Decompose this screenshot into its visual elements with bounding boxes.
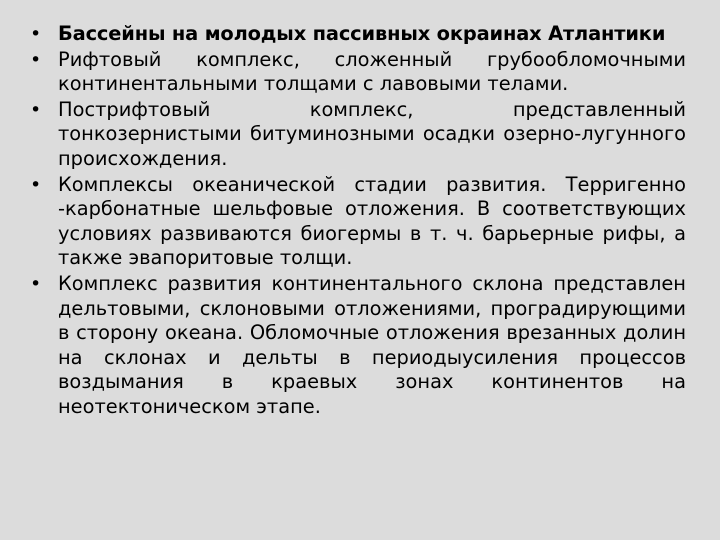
list-item-heading: Бассейны на молодых пассивных окраинах Атлантики: [58, 22, 666, 45]
bullet-icon: •: [30, 98, 42, 121]
list-item-text: Комплекс развития континентального склона представлен дельтовыми, склоновыми отложениями, проградирующими в сторону океана. Обломочные отложения врезанных долин на склонах и дельты в периодыусиления процессов воздымания в краевых зонах континентов на неотектоническом этапе.: [58, 271, 686, 418]
bullet-icon: •: [30, 272, 42, 295]
list-item-text: Пострифтовый комплекс, представленный тонкозернистыми битуминозными осадки озерно-лугунного происхождения.: [58, 97, 686, 170]
list-item: [28, 98, 686, 172]
bullet-icon: •: [30, 173, 42, 196]
list-item-text: Рифтовый комплекс, сложенный грубообломочными континентальными толщами с лавовыми телами.: [58, 47, 686, 96]
list-item: [28, 173, 686, 271]
list-item: [28, 48, 686, 97]
list-item: [28, 272, 686, 420]
bullet-icon: •: [30, 23, 42, 45]
bullet-icon: •: [30, 48, 42, 71]
list-item: [28, 22, 686, 47]
bullet-list: [28, 22, 686, 420]
list-item-text: Комплексы океанической стадии развития. Терригенно -карбонатные шельфовые отложения. В соответствующих условиях развиваются биогермы в т. ч. барьерные рифы, а также эвапоритовые толщи.: [58, 172, 686, 270]
